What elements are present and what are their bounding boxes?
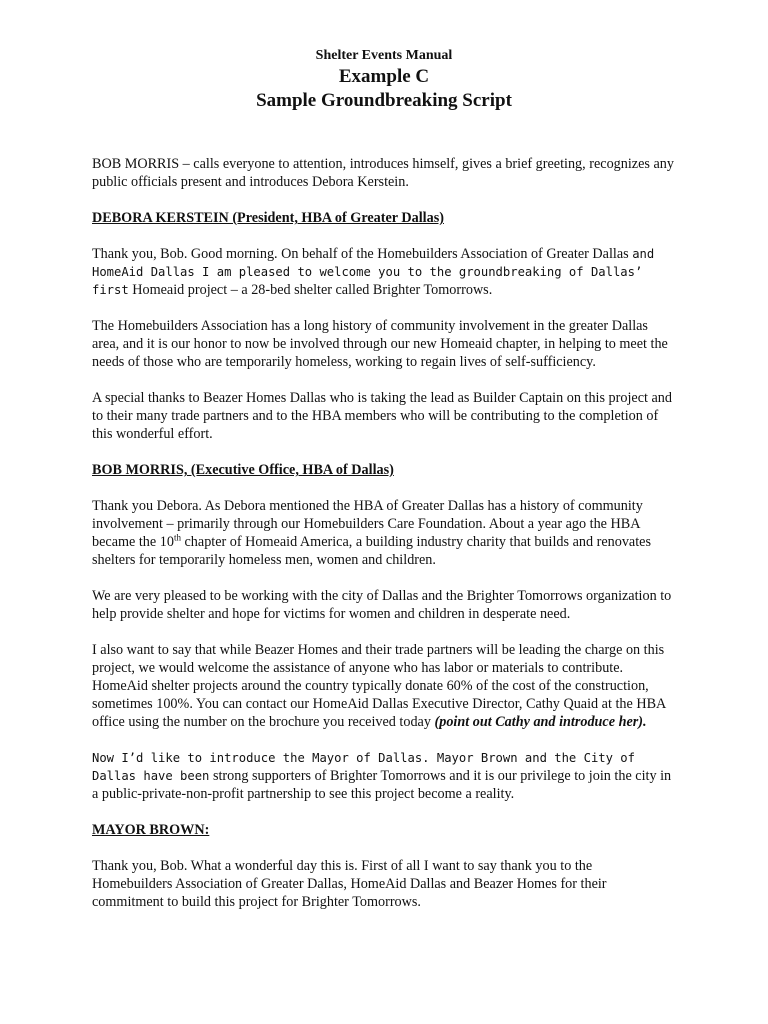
stage-direction: (point out Cathy and introduce her). [434,714,647,730]
bob-p4-part-a: Now I’d like to introduce the Mayor of Dallas. Mayor Brown and the City of Dallas have been [92,751,635,783]
document-header [92,48,676,113]
example-label: Example C [338,66,430,87]
debora-p1-part-c: Homeaid project – a 28-bed shelter called Brighter Tomorrows. [128,282,493,298]
intro-paragraph: BOB MORRIS – calls everyone to attention, introduces himself, gives a brief greeting, recognizes any public officials present and introduces Debora Kerstein. [92,156,674,190]
bob-p4-part-b: strong supporters of Brighter Tomorrows and it is our privilege to join the city in a public-private-non-profit partnership to see this project become a reality. [92,768,672,802]
speaker-heading-mayor: MAYOR BROWN: [92,822,210,838]
debora-paragraph-3: A special thanks to Beazer Homes Dallas who is taking the lead as Builder Captain on this project and to their many trade partners and to the HBA members who will be contributing to the completion of this wonderful effort. [92,390,672,442]
speaker-heading-debora: DEBORA KERSTEIN (President, HBA of Greater Dallas) [92,210,444,226]
debora-p1-part-a: Thank you, Bob. Good morning. On behalf of the Homebuilders Association of Greater Dallas [92,246,633,262]
debora-p1-part-b: and HomeAid Dallas I am pleased to welcome you to the groundbreaking of Dallas’ first [92,247,655,297]
speaker-heading-bob: BOB MORRIS, (Executive Office, HBA of Dallas) [92,462,394,478]
bob-p3-text: I also want to say that while Beazer Homes and their trade partners will be leading the charge on this project, we would welcome the assistance of anyone who has labor or materials to contribute. HomeAid shelter projects around the country typically donate 60% of the cost of the construction, sometimes 100%. You can contact our HomeAid Dallas Executive Director, Cathy Quaid at the HBA office using the number on the brochure you received today [92,642,666,730]
mayor-paragraph-1: Thank you, Bob. What a wonderful day this is. First of all I want to say thank you to the Homebuilders Association of Greater Dallas, HomeAid Dallas and Beazer Homes for their commitment to build this project for Brighter Tomorrows. [92,858,607,910]
manual-title: Shelter Events Manual [315,48,453,63]
bob-paragraph-2: We are very pleased to be working with the city of Dallas and the Brighter Tomorrows organization to help provide shelter and hope for victims for women and children in desperate need. [92,588,672,622]
script-title: Sample Groundbreaking Script [256,90,512,111]
ordinal-suffix: th [173,532,181,543]
bob-paragraph-1 [92,497,676,569]
bob-paragraph-4 [92,749,676,803]
debora-paragraph-1 [92,245,676,299]
bob-paragraph-3 [92,641,676,731]
debora-paragraph-2: The Homebuilders Association has a long history of community involvement in the greater Dallas area, and it is our honor to now be involved through our new Homeaid chapter, in helping to meet the needs of those who are temporarily homeless, working to regain lives of self-sufficiency. [92,318,668,370]
bob-p1-part-a: Thank you Debora. As Debora mentioned the HBA of Greater Dallas has a history of community involvement – primarily through our Homebuilders Care Foundation. About a year ago the HBA became the 10 [92,498,643,550]
bob-p1-part-b: chapter of Homeaid America, a building industry charity that builds and renovates shelters for temporarily homeless men, women and children. [92,534,651,568]
